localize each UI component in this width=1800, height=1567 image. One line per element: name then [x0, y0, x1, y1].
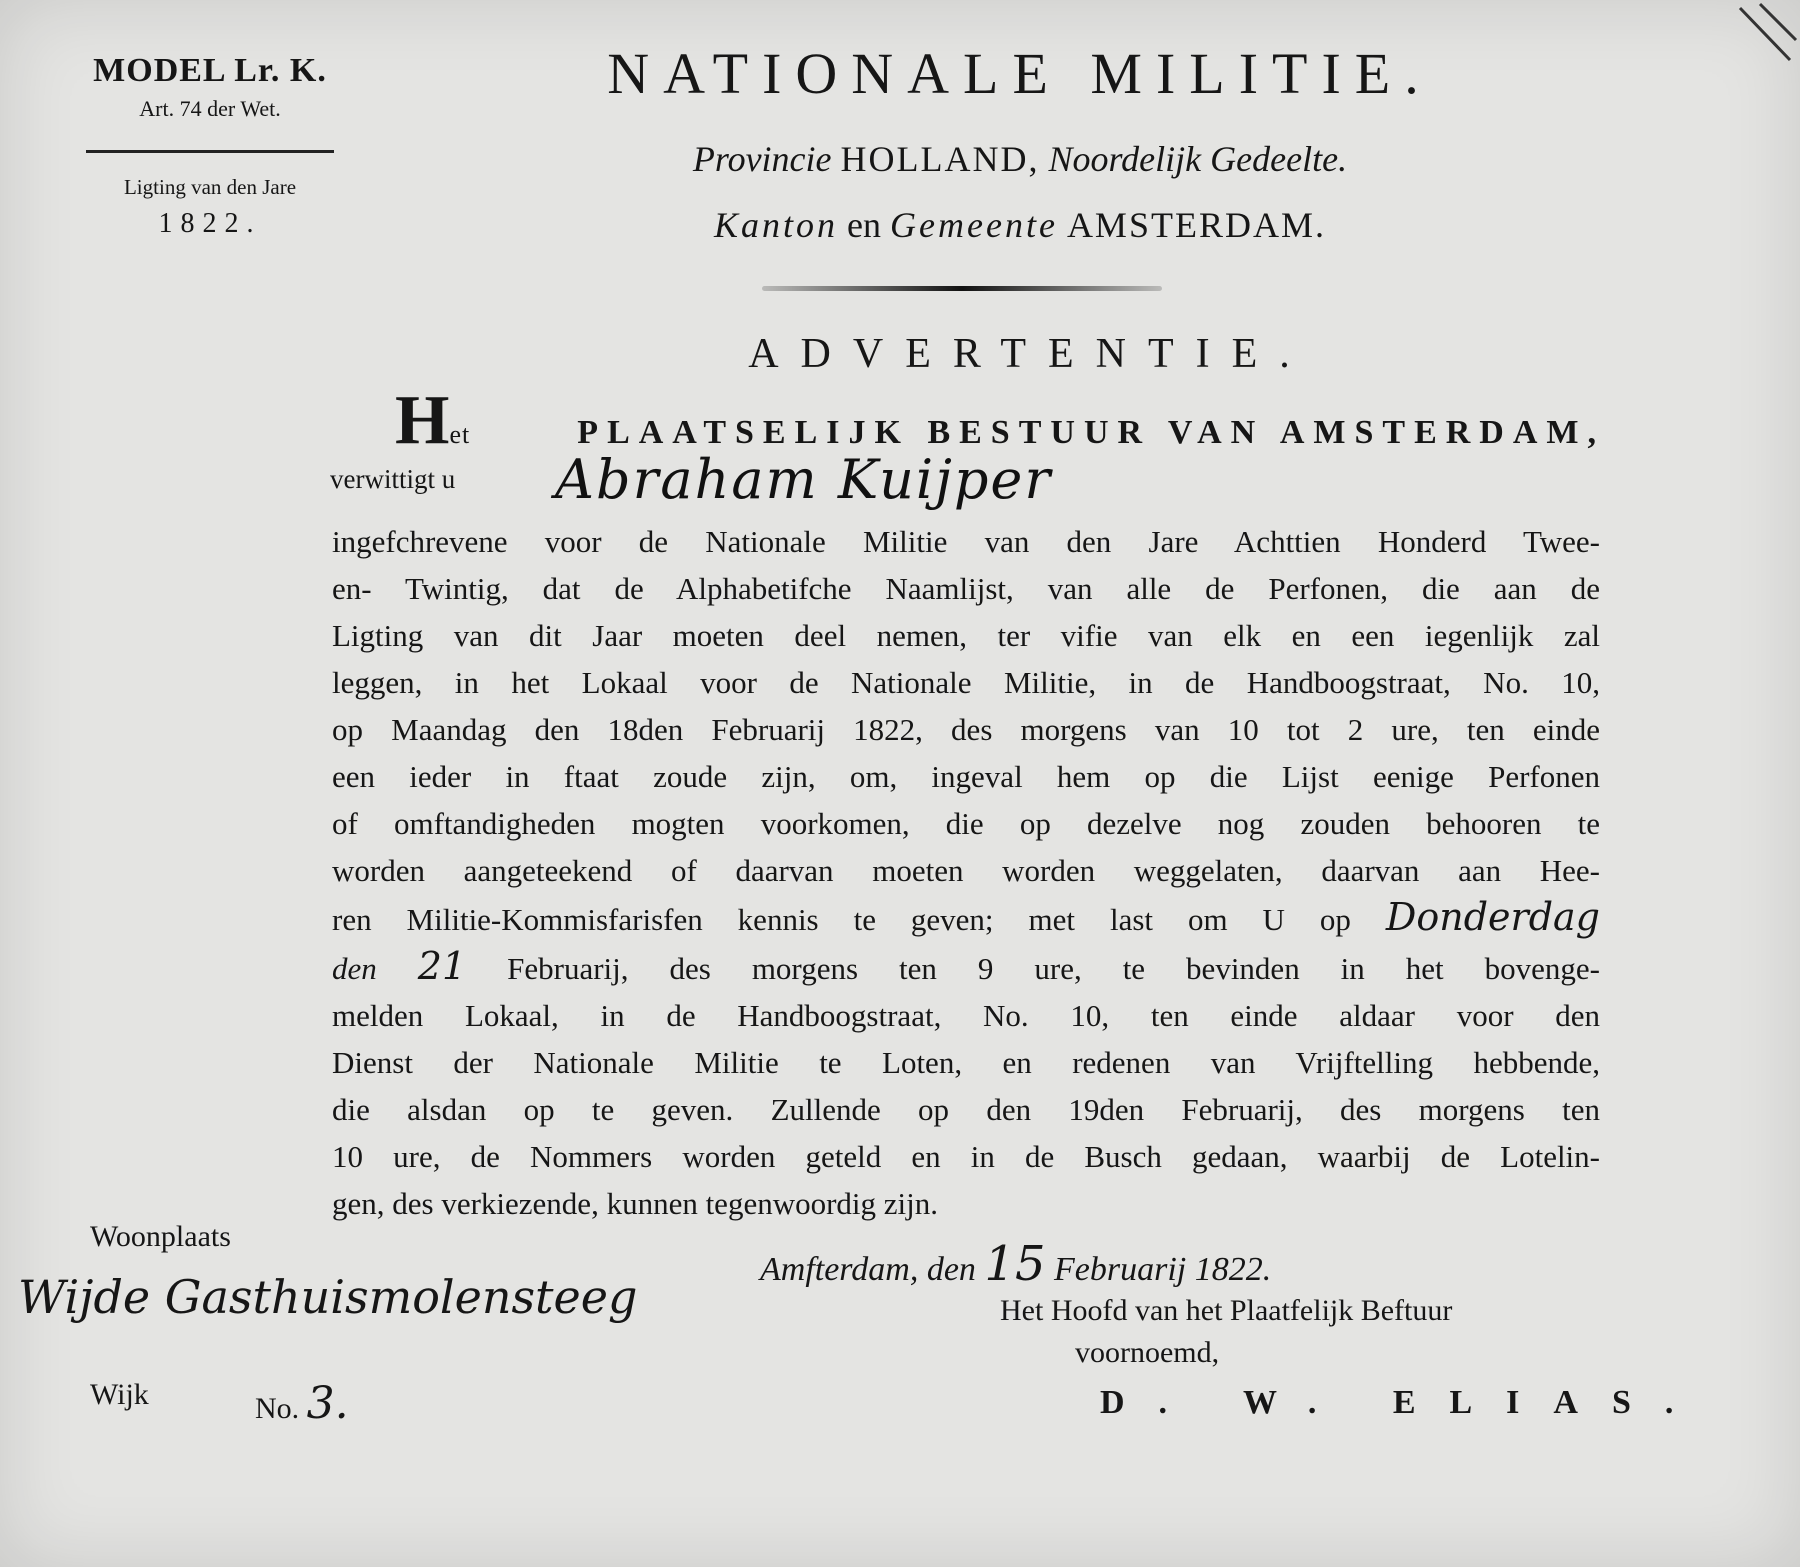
- body-line: leggen, in het Lokaal voor de Nationale Militie, in de Handboogstraat, No. 10,: [332, 665, 1600, 700]
- body-line-with-day: ren Militie-Kommisfarisfen kennis te geven; met last om U op Donderdag: [332, 895, 1600, 939]
- handwritten-date-number: 21: [417, 944, 467, 988]
- body-line: Dienst der Nationale Militie te Loten, en redenen van Vrijftelling hebbende,: [332, 1045, 1600, 1080]
- model-block: [80, 52, 340, 240]
- province-line: Provincie HOLLAND, Noordelijk Gedeelte.: [692, 139, 1348, 179]
- body-line: 10 ure, de Nommers worden geteld en in de Busch gedaan, waarbij de Lotelin-: [332, 1139, 1600, 1174]
- official-title-continued: voornoemd,: [1075, 1336, 1220, 1369]
- handwritten-day: Donderdag: [1385, 895, 1600, 939]
- body-line: op Maandag den 18den Februarij 1822, des morgens van 10 tot 2 ure, ten einde: [332, 712, 1600, 747]
- lichting-year: 1822.: [158, 208, 262, 239]
- body-line: Ligting van dit Jaar moeten deel nemen, ter vifie van elk en een iegenlijk zal: [332, 618, 1600, 653]
- document-title: NATIONALE MILITIE.: [607, 41, 1433, 106]
- body-line: worden aangeteekend of daarvan moeten worden weggelaten, daarvan aan Hee-: [332, 853, 1600, 888]
- notified-label: verwittigt u: [330, 464, 456, 494]
- ward-number: No. 3.: [255, 1378, 349, 1429]
- law-article: Art. 74 der Wet.: [139, 96, 281, 121]
- notice-body: [332, 518, 1600, 1227]
- model-number: MODEL Lr. K.: [93, 52, 327, 89]
- signatory-name: D. W. ELIAS.: [1100, 1384, 1708, 1421]
- handwritten-recipient-name: Abraham Kuijper: [555, 448, 1053, 511]
- model-divider: [86, 150, 334, 153]
- body-line: gen, des verkiezende, kunnen tegenwoordig zijn.: [332, 1186, 939, 1221]
- body-line: of omftandigheden mogten voorkomen, die op dezelve nog zouden behooren te: [332, 806, 1600, 841]
- notice-heading: ADVERTENTIE.: [748, 331, 1312, 377]
- body-line: die alsdan op te geven. Zullende op den 19den Februarij, des morgens ten: [332, 1092, 1600, 1127]
- handwritten-residence: Wijde Gasthuismolensteeg: [18, 1270, 638, 1324]
- corner-fold-mark: [1730, 0, 1800, 110]
- drop-cap: H: [395, 382, 450, 459]
- place-date-line: Amfterdam, den 15 Februarij 1822.: [760, 1236, 1272, 1292]
- body-line: een ieder in ftaat zoude zijn, om, ingeval hem op die Lijst eenige Perfonen: [332, 759, 1600, 794]
- opening-line: H et PLAATSELIJK BESTUUR VAN AMSTERDAM,: [395, 382, 1605, 459]
- ward-label: Wijk: [90, 1378, 149, 1411]
- handwritten-ward-number: 3.: [306, 1378, 349, 1429]
- residence-label: Woonplaats: [90, 1220, 231, 1253]
- body-line: ingefchrevene voor de Nationale Militie van den Jare Achttien Honderd Twee-: [332, 524, 1600, 559]
- header-divider: [762, 286, 1162, 291]
- handwritten-day-of-month: 15: [984, 1236, 1046, 1292]
- body-line-with-date: den 21 Februarij, des morgens ten 9 ure, te bevinden in het bovenge-: [332, 944, 1600, 988]
- official-title: Het Hoofd van het Plaatfelijk Beftuur: [1000, 1294, 1453, 1327]
- kanton-line: Kanton en Gemeente AMSTERDAM.: [714, 205, 1326, 245]
- body-line: melden Lokaal, in de Handboogstraat, No. 10, ten einde aldaar voor den: [332, 998, 1600, 1033]
- body-line: en- Twintig, dat de Alphabetifche Naamlijst, van alle de Perfonen, die aan de: [332, 571, 1600, 606]
- lichting-label: Ligting van den Jare: [123, 175, 297, 199]
- opening-authority: PLAATSELIJK BESTUUR VAN AMSTERDAM,: [577, 414, 1605, 451]
